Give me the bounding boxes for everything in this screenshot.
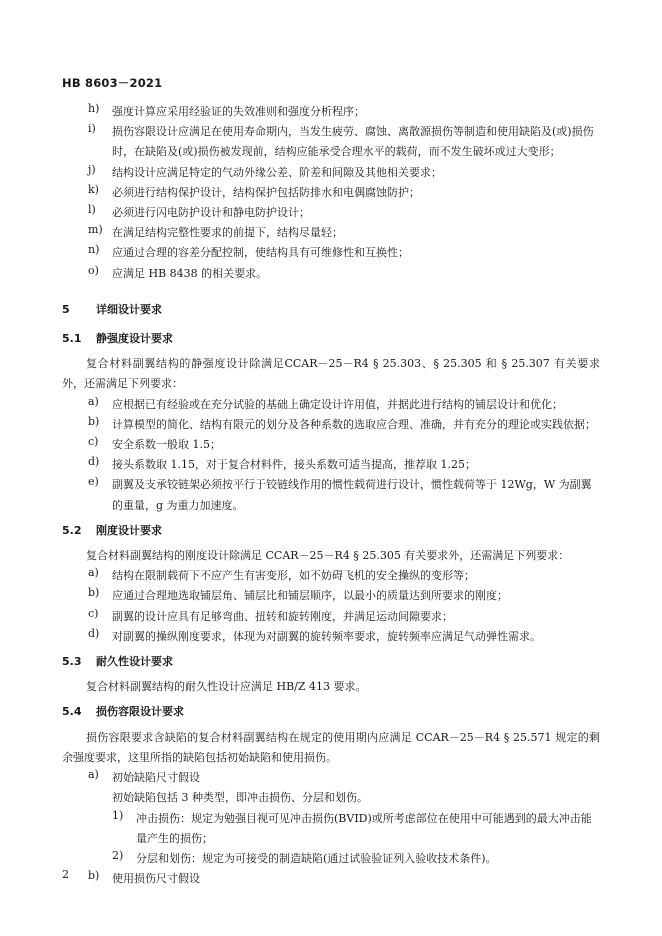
list-item: j) 结构设计应满足特定的气动外缘公差、阶差和间隙及其他相关要求； xyxy=(88,162,442,179)
section-5-2-heading: 5.2 刚度设计要求 xyxy=(62,523,162,537)
list-item: d) 接头系数取 1.15，对于复合材料件，接头系数可适当提高，推荐取 1.25； xyxy=(88,455,476,472)
list-item: b) 使用损伤尺寸假设 xyxy=(88,869,200,886)
list-item: h) 强度计算应采用经验证的失效准则和强度分析程序； xyxy=(88,102,365,118)
document-body xyxy=(62,102,600,889)
list-item: a) 结构在限制载荷下不应产生有害变形，如不妨碍飞机的安全操纵的变形等； xyxy=(88,566,475,583)
section-5-4-intro: 损伤容限要求含缺陷的复合材料副翼结构在规定的使用期内应满足 CCAR－25－R4 § 25.571 规定的剩余强度要求，这里所指的缺陷包括初始缺陷和使用损伤。 xyxy=(62,730,600,764)
list-item: c) 安全系数一般取 1.5； xyxy=(88,435,221,452)
sub-list-item: 1) 冲击损伤：规定为勉强目视可见冲击损伤(BVID)或所考虑部位在使用中可能遇到的最大冲击能量产生的损伤； xyxy=(112,808,592,845)
section-5-1-intro: 复合材料副翼结构的静强度设计除满足CCAR－25－R4 § 25.303、§ 25.305 和 § 25.307 有关要求外，还需满足下列要求： xyxy=(62,357,600,391)
list-item: n) 应通过合理的容差分配控制，使结构具有可维修性和互换性； xyxy=(88,243,409,260)
list-item: b) 计算模型的简化、结构有限元的划分及各种系数的选取应合理、准确，并有充分的理论或实践依据； xyxy=(88,414,596,431)
sub-list-item: 2) 分层和划伤：规定为可接受的制造缺陷(通过试验验证列入验收技术条件)。 xyxy=(112,848,497,865)
section-5-3-heading: 5.3 耐久性设计要求 xyxy=(62,655,173,669)
document-header: HB 8603－2021 xyxy=(62,76,163,90)
list-item: l) 必须进行闪电防护设计和静电防护设计； xyxy=(88,203,310,220)
initial-defect-description: 初始缺陷包括 3 种类型，即冲击损伤、分层和划伤。 xyxy=(112,791,368,805)
list-item: k) 必须进行结构保护设计，结构保护包括防排水和电偶腐蚀防护； xyxy=(88,182,420,199)
section-5-2-intro: 复合材料副翼结构的刚度设计除满足 CCAR－25－R4 § 25.305 有关要求外，还需满足下列要求： xyxy=(86,549,570,563)
list-item: b) 应通过合理地选取铺层角、铺层比和铺层顺序，以最小的质量达到所要求的刚度； xyxy=(88,586,508,603)
list-item: i) 损伤容限设计应满足在使用寿命期内，当发生疲劳、腐蚀、离散源损伤等制造和使用缺陷及(或)损伤时，在缺陷及(或)损伤被发现前，结构应能承受合理水平的载荷，而不发生破坏或过大变形； xyxy=(88,122,594,159)
list-item: o) 应满足 HB 8438 的相关要求。 xyxy=(88,263,268,280)
list-item: a) 应根据已有经验或在充分试验的基础上确定设计许用值，并据此进行结构的铺层设计和优化； xyxy=(88,394,563,411)
section-5-1-list xyxy=(62,395,600,516)
list-item: a) 初始缺陷尺寸假设 xyxy=(88,768,200,785)
list-item: e) 副翼及支承铰链架必须按平行于铰链线作用的惯性载荷进行设计，惯性载荷等于 12Wg，W 为副翼的重量，g 为重力加速度。 xyxy=(88,475,592,512)
page-number: 2 xyxy=(62,868,69,881)
section-5-3-intro: 复合材料副翼结构的耐久性设计应满足 HB/Z 413 要求。 xyxy=(86,680,367,694)
section-5-4-heading: 5.4 损伤容限设计要求 xyxy=(62,705,184,719)
list-item: m) 在满足结构完整性要求的前提下，结构尽量轻； xyxy=(88,223,343,240)
requirements-list-top xyxy=(62,102,600,284)
section-5-heading: 5 详细设计要求 xyxy=(62,302,162,316)
list-item: c) 副翼的设计应具有足够弯曲、扭转和旋转刚度，并满足运动间隙要求； xyxy=(88,606,453,623)
section-5-2-list xyxy=(62,566,600,647)
list-item: d) 对副翼的操纵刚度要求，体现为对副翼的旋转频率要求，旋转频率应满足气动弹性需求。 xyxy=(88,626,541,643)
section-5-1-heading: 5.1 静强度设计要求 xyxy=(62,332,173,346)
